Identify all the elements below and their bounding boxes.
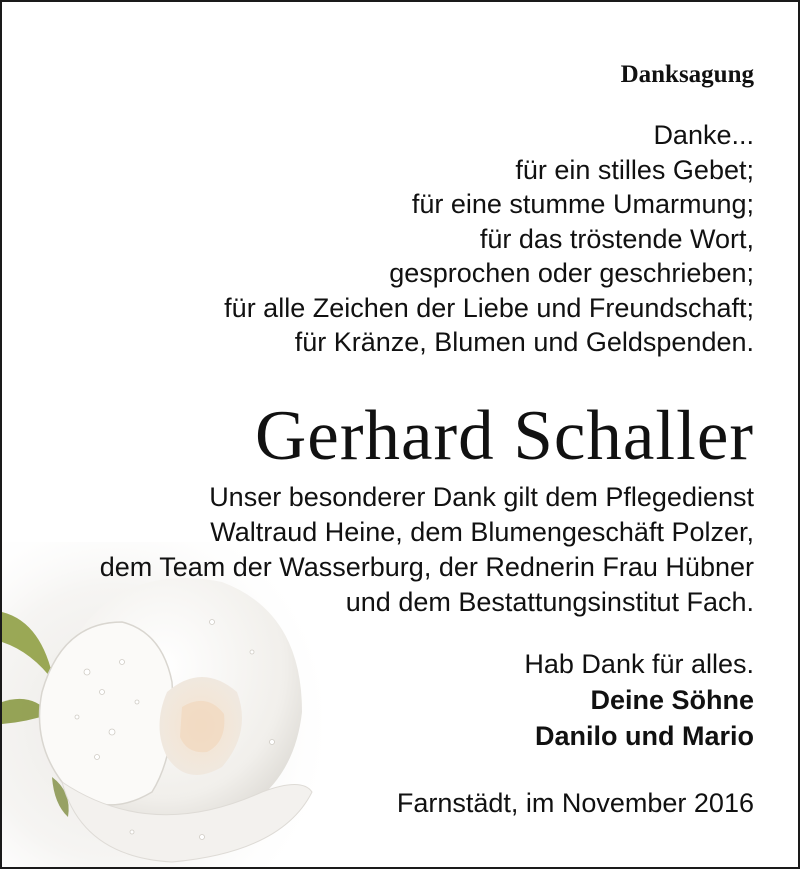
poem-line: für das tröstende Wort, [479,223,754,254]
signature-names: Danilo und Mario [535,721,754,751]
poem-line: Danke... [653,120,754,150]
deceased-name: Gerhard Schaller [255,397,754,475]
thanks-line: dem Team der Wasserburg, der Rednerin Frau Hübner [99,552,754,582]
poem-line: gesprochen oder geschrieben; [389,258,754,288]
thanks-poem [224,118,754,360]
signature-line: Deine Söhne [590,685,754,715]
thanks-line: und dem Bestattungsinstitut Fach. [345,587,754,617]
closing-line: Hab Dank für alles. [524,649,754,679]
special-thanks [100,480,754,620]
poem-line: für alle Zeichen der Liebe und Freundschaft; [224,292,754,323]
closing-block [524,646,754,754]
poem-line: für eine stumme Umarmung; [411,189,754,219]
thanks-line: Unser besonderer Dank gilt dem Pflegedienst [209,482,754,512]
poem-line: für Kränze, Blumen und Geldspenden. [294,327,754,357]
poem-line: für ein stilles Gebet; [515,154,754,185]
thanks-line: Waltraud Heine, dem Blumengeschäft Polzer, [210,517,754,547]
place-date: Farnstädt, im November 2016 [396,788,754,818]
notice-heading: Danksagung [620,61,754,88]
